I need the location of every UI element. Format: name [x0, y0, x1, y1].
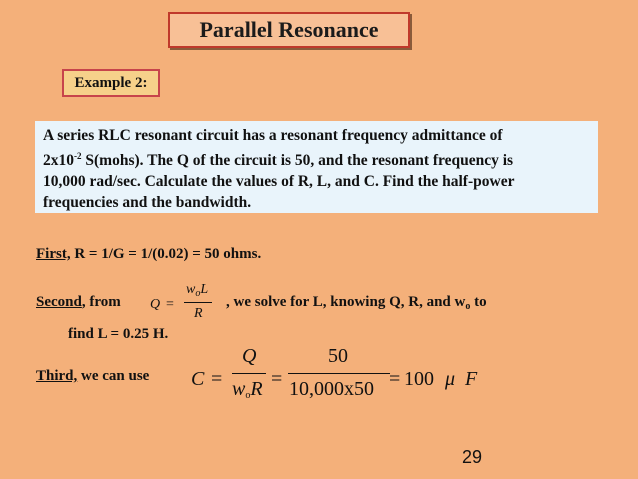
c-eq-fraction-bar-2: [288, 373, 390, 374]
c-eq-C: C: [191, 368, 205, 390]
step-third-text: we can use: [77, 368, 150, 384]
problem-admittance: 2x10: [43, 152, 74, 169]
problem-line-4: frequencies and the bandwidth.: [43, 194, 252, 211]
step-first-label: First,: [36, 246, 71, 262]
c-eq-equals-2: =: [271, 368, 283, 390]
step-second-result: find L = 0.25 H.: [68, 326, 169, 342]
problem-line-2-rest: S(mohs). The Q of the circuit is 50, and the resonant frequency is: [81, 152, 514, 169]
example-label: Example 2:: [62, 69, 160, 97]
c-eq-w: w: [232, 378, 246, 400]
c-eq-R: R: [250, 378, 263, 400]
c-eq-denominator-1: [232, 378, 263, 401]
c-eq-equals-3: =: [389, 368, 401, 390]
step-second-after-end: to: [470, 294, 487, 310]
q-eq-numerator: [186, 282, 208, 299]
step-second-label: Second: [36, 294, 82, 310]
q-eq-w-sub: o: [195, 288, 201, 299]
step-second-after: [226, 294, 487, 312]
c-eq-Q: Q: [242, 345, 257, 367]
q-eq-w: w: [186, 282, 196, 297]
q-eq-fraction-bar: [184, 302, 212, 303]
c-eq-mu: μ: [445, 368, 456, 390]
problem-line-1: A series RLC resonant circuit has a resonant frequency admittance of: [43, 127, 503, 144]
q-eq-equals: =: [166, 297, 174, 312]
problem-statement: [35, 121, 598, 213]
q-eq-lhs: Q: [150, 297, 161, 312]
slide-title: Parallel Resonance: [168, 12, 410, 48]
c-eq-equals-1: =: [211, 368, 223, 390]
q-eq-L: L: [200, 282, 209, 297]
c-eq-w-sub: o: [245, 390, 251, 401]
problem-exponent: -2: [74, 151, 82, 161]
c-eq-fraction-bar-1: [232, 373, 266, 374]
page-number: 29: [462, 447, 483, 467]
step-second: [36, 294, 121, 311]
c-eq-result: 100: [404, 368, 434, 390]
problem-line-3: 10,000 rad/sec. Calculate the values of R, L, and C. Find the half-power: [43, 173, 515, 190]
c-eq-F: F: [465, 368, 478, 390]
problem-line-2: [43, 146, 590, 171]
step-third: [36, 368, 149, 385]
step-first-text: R = 1/G = 1/(0.02) = 50 ohms.: [70, 246, 262, 262]
step-second-text: , from: [81, 294, 121, 310]
step-second-after-text: , we solve for L, knowing Q, R, and w: [226, 294, 466, 310]
step-third-label: Third,: [36, 368, 78, 384]
c-eq-denominator-2: 10,000x50: [289, 378, 374, 400]
c-eq-numerator-2: 50: [328, 345, 348, 367]
step-second-after-sub: o: [465, 301, 471, 312]
step-first: [36, 246, 261, 263]
q-eq-denominator: R: [194, 306, 203, 321]
